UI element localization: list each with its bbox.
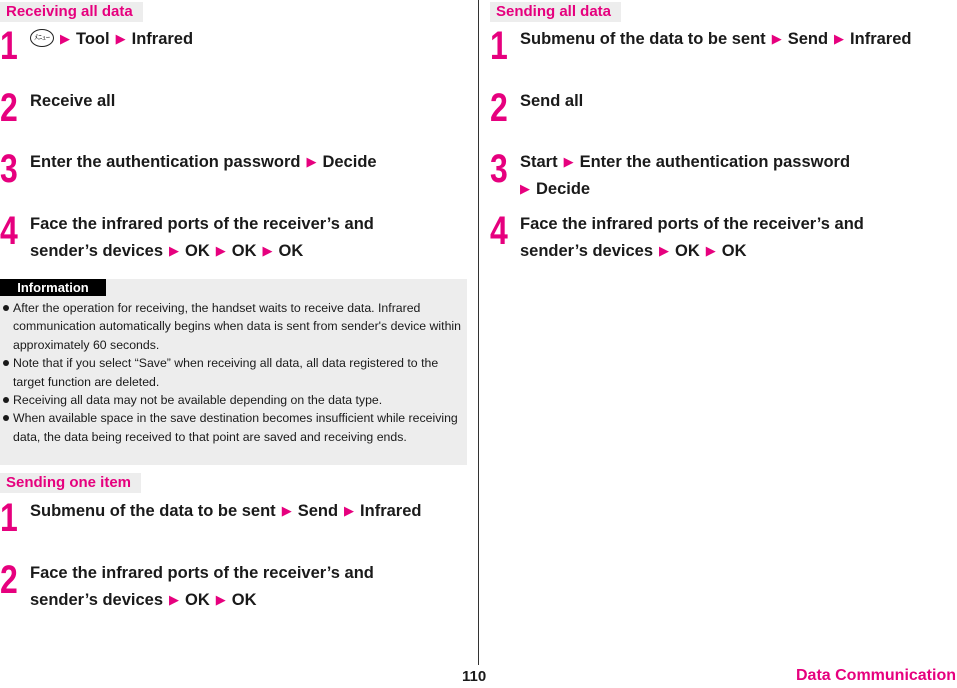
arrow-icon: ▶ [705, 243, 716, 258]
information-item: After the operation for receiving, the handset waits to receive data. Infrared communication automatically begins when data is sent from sender's device within approximately 60 seconds. [2, 299, 461, 354]
step-part: OK [278, 242, 304, 260]
information-box [0, 279, 467, 465]
step-part: Decide [536, 180, 591, 198]
menu-key-icon: ﾒﾆｭｰ [30, 29, 54, 47]
step-number: 2 [0, 558, 17, 602]
arrow-icon: ▶ [834, 31, 845, 46]
step-text [30, 26, 468, 53]
step-number: 1 [490, 24, 507, 68]
section-heading-sending-one: Sending one item [0, 473, 141, 493]
step-part: Enter the authentication password [579, 153, 851, 171]
step-number: 4 [0, 209, 17, 253]
information-list [2, 299, 461, 446]
arrow-icon: ▶ [659, 243, 669, 258]
column-divider [478, 0, 479, 665]
step-text [520, 211, 957, 265]
footer-section-title: Data Communication [795, 667, 956, 684]
step-text [520, 26, 957, 53]
arrow-icon: ▶ [169, 592, 179, 607]
arrow-icon: ▶ [281, 503, 292, 518]
step-text [30, 560, 468, 614]
step-text [30, 211, 468, 265]
step-part: sender’s devices [30, 242, 163, 260]
step-text [520, 149, 957, 203]
step-part: Send [297, 502, 339, 520]
arrow-icon: ▶ [60, 31, 70, 46]
step-number: 1 [0, 496, 17, 540]
step-part: Start [520, 153, 558, 171]
section-heading-receiving-all: Receiving all data [0, 2, 143, 22]
information-item: When available space in the save destination becomes insufficient while receiving data, the data being received to that point are saved and receiving ends. [2, 409, 461, 446]
arrow-icon: ▶ [115, 31, 126, 46]
step-part: sender’s devices [520, 242, 653, 260]
step-number: 3 [490, 147, 507, 191]
arrow-icon: ▶ [169, 243, 179, 258]
step-part: Tool [76, 30, 110, 48]
arrow-icon: ▶ [771, 31, 782, 46]
information-item: Receiving all data may not be available depending on the data type. [2, 391, 461, 409]
information-label: Information [0, 279, 106, 296]
step-part: OK [721, 242, 747, 260]
step-part: sender’s devices [30, 591, 163, 609]
step-part: Submenu of the data to be sent [520, 30, 766, 48]
step-part: OK [231, 242, 257, 260]
step-line: Face the infrared ports of the receiver’s and [30, 215, 374, 233]
step-line: Face the infrared ports of the receiver’s and [30, 564, 374, 582]
step-part: OK [185, 591, 210, 609]
step-part: OK [675, 242, 700, 260]
step-part: Infrared [131, 30, 194, 48]
arrow-icon: ▶ [520, 181, 530, 196]
step-part: Enter the authentication password [30, 153, 301, 171]
arrow-icon: ▶ [563, 154, 574, 169]
section-heading-sending-all: Sending all data [490, 2, 621, 22]
step-number: 3 [0, 147, 17, 191]
step-part: Infrared [360, 502, 422, 520]
arrow-icon: ▶ [306, 154, 317, 169]
step-number: 2 [490, 86, 507, 130]
step-part: OK [231, 591, 257, 609]
step-text [30, 149, 468, 176]
step-part: Decide [322, 153, 377, 171]
arrow-icon: ▶ [215, 592, 226, 607]
step-number: 4 [490, 209, 507, 253]
step-text [30, 498, 468, 525]
step-part: OK [185, 242, 210, 260]
step-part: Submenu of the data to be sent [30, 502, 276, 520]
arrow-icon: ▶ [344, 503, 355, 518]
step-line: Face the infrared ports of the receiver’s and [520, 215, 864, 233]
step-text: Receive all [30, 92, 116, 110]
page-number: 110 [462, 668, 487, 685]
arrow-icon: ▶ [262, 243, 273, 258]
step-text: Send all [520, 92, 584, 110]
arrow-icon: ▶ [215, 243, 226, 258]
step-part: Send [787, 30, 829, 48]
information-item: Note that if you select “Save” when receiving all data, all data registered to the target function are deleted. [2, 354, 461, 391]
step-number: 2 [0, 86, 17, 130]
step-part: Infrared [850, 30, 912, 48]
step-number: 1 [0, 24, 17, 68]
